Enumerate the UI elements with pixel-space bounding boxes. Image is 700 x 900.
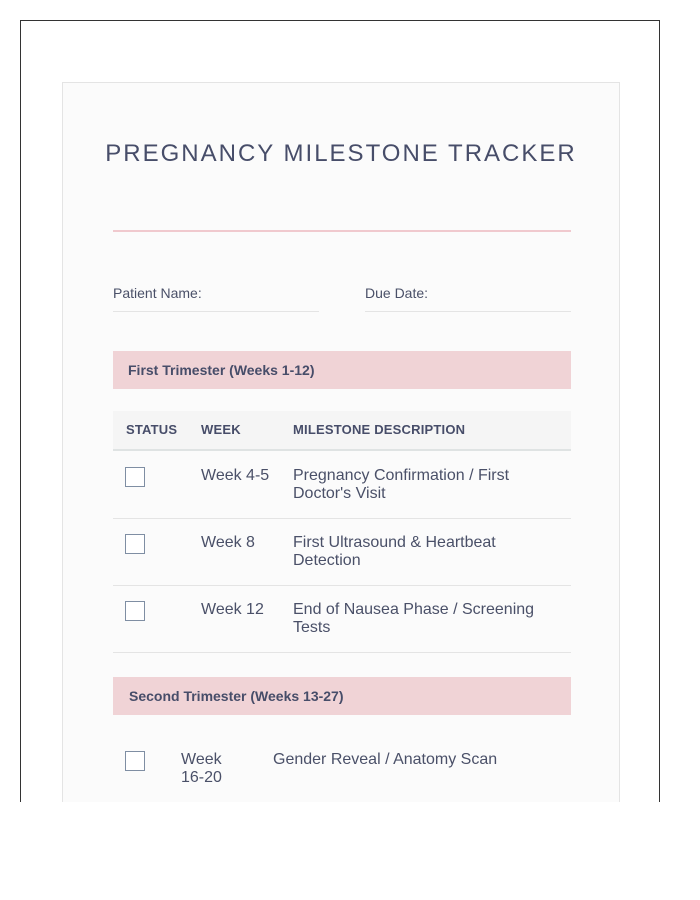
milestone-cell: End of Nausea Phase / Screening Tests	[293, 601, 535, 636]
section-title: Second Trimester (Weeks 13-27)	[129, 688, 344, 704]
milestone-cell: Pregnancy Confirmation / First Doctor's Visit	[293, 467, 510, 502]
column-header-milestone: MILESTONE DESCRIPTION	[293, 422, 466, 437]
column-header-status: STATUS	[126, 422, 178, 437]
status-checkbox[interactable]	[125, 751, 145, 771]
page-frame	[20, 20, 660, 802]
table-row	[113, 585, 571, 653]
week-cell: Week 16-20	[181, 751, 222, 786]
patient-name-field[interactable]	[113, 285, 319, 312]
section-title: First Trimester (Weeks 1-12)	[128, 362, 315, 378]
table-row	[113, 451, 571, 519]
section-header-first-trimester	[113, 351, 571, 389]
due-date-field[interactable]	[365, 285, 571, 312]
title-divider	[113, 230, 571, 232]
week-cell: Week 8	[201, 534, 255, 551]
status-checkbox[interactable]	[125, 601, 145, 621]
milestone-cell: First Ultrasound & Heartbeat Detection	[293, 534, 496, 569]
column-header-week: WEEK	[201, 422, 241, 437]
status-checkbox[interactable]	[125, 467, 145, 487]
week-cell: Week 12	[201, 601, 264, 618]
tracker-sheet	[62, 82, 620, 802]
patient-name-label: Patient Name:	[113, 285, 202, 301]
week-cell: Week 4-5	[201, 467, 270, 484]
status-checkbox[interactable]	[125, 534, 145, 554]
table-header	[113, 411, 571, 451]
table-row	[113, 735, 571, 802]
table-row	[113, 518, 571, 586]
page-title: PREGNANCY MILESTONE TRACKER	[105, 140, 577, 167]
milestone-cell: Gender Reveal / Anatomy Scan	[273, 751, 498, 768]
due-date-label: Due Date:	[365, 285, 429, 301]
section-header-second-trimester	[113, 677, 571, 715]
